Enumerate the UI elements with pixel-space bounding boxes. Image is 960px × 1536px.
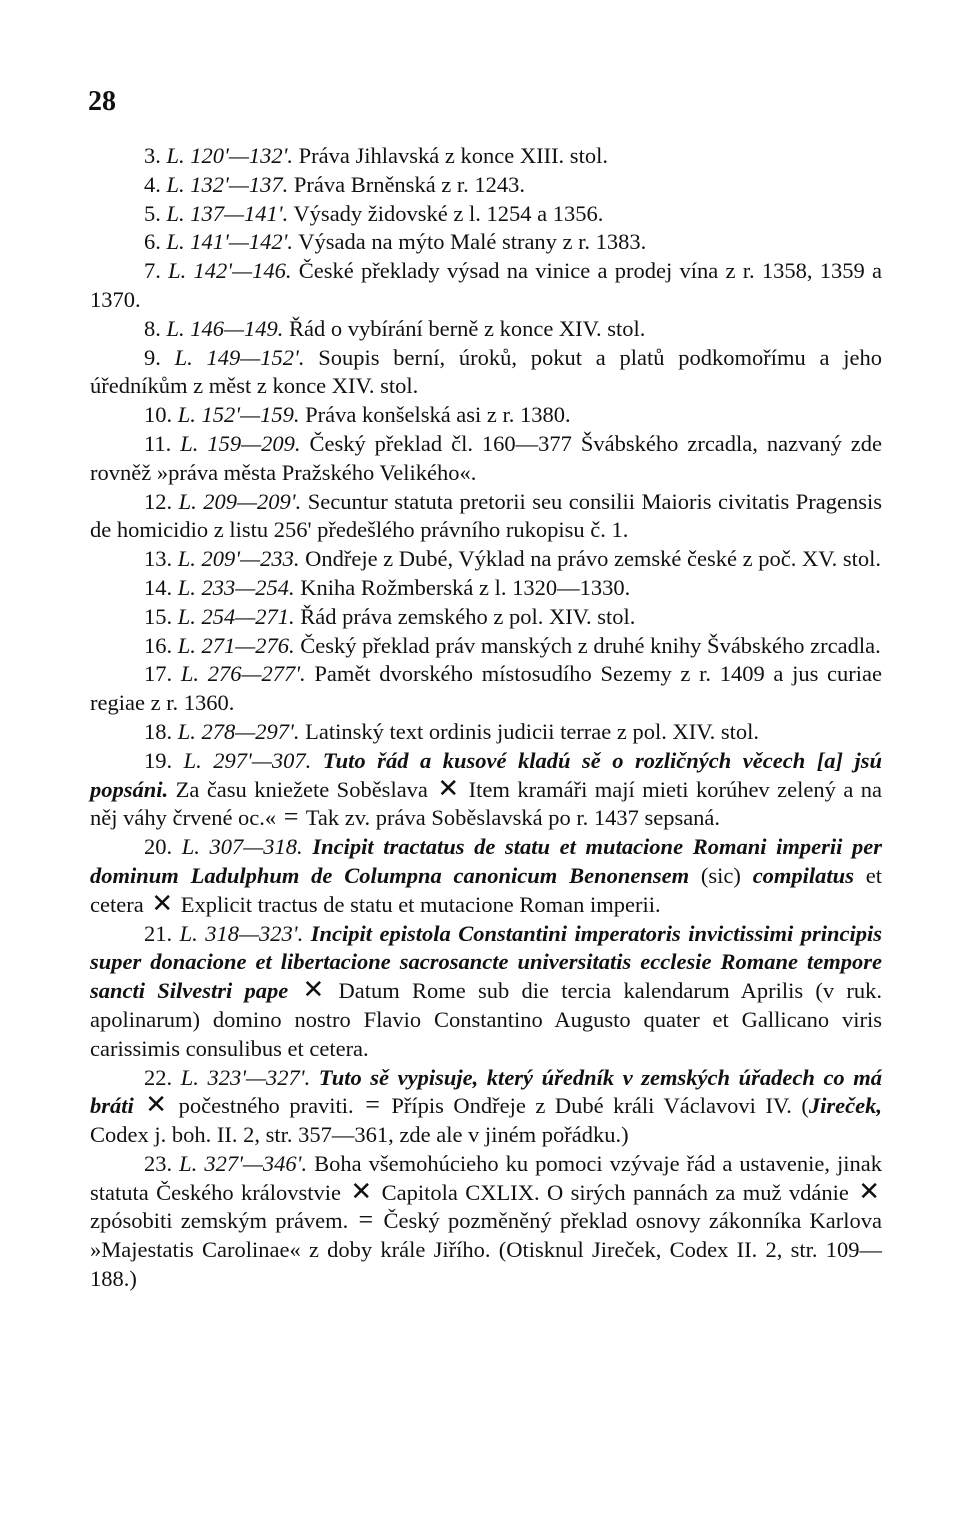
entry-5 (90, 200, 882, 229)
entry-21 (90, 920, 882, 1064)
folio-reference: L. 323'—327'. (180, 1064, 311, 1090)
folio-reference: L. 141'—142'. (166, 229, 294, 255)
entry-text: Capitola CXLIX. O sirých pannách za muž vdánie (381, 1179, 849, 1205)
entry-number: 22. (144, 1064, 173, 1090)
entry-text: Explicit tractus de statu et mutacione Roman imperii. (180, 891, 661, 917)
entry-text: Řád o vybírání berně z konce XIV. stol. (289, 315, 646, 341)
folio-reference: L. 297'—307. (183, 747, 312, 773)
entry-text: et cetera (90, 862, 882, 917)
folio-reference: L. 120'—132'. (166, 143, 294, 168)
entry-number: 13. (144, 546, 173, 572)
cross-separator-icon: ✕ (151, 888, 174, 918)
entry-23 (90, 1150, 882, 1294)
entry-number: 9. (144, 344, 161, 370)
entry-number: 3. (144, 143, 161, 168)
entry-4 (90, 171, 882, 200)
incipit-text: Tuto sě vypisuje, který úředník v zemských úřadech co má bráti (90, 1064, 883, 1119)
folio-reference: L. 271—276. (177, 632, 295, 658)
entry-number: 21. (144, 920, 173, 946)
folio-reference: L. 149—152'. (174, 344, 305, 370)
entry-20 (90, 833, 882, 919)
folio-reference: L. 146—149. (166, 315, 284, 341)
folio-reference: L. 318—323'. (179, 920, 304, 946)
entry-19 (90, 747, 882, 833)
entry-number: 4. (144, 171, 161, 197)
folio-reference: L. 159—209. (180, 430, 301, 456)
entry-list (90, 142, 882, 1294)
entry-12 (90, 488, 882, 546)
folio-reference: L. 152'—159. (177, 402, 300, 428)
folio-reference: L. 276—277'. (180, 661, 306, 687)
entry-16 (90, 632, 882, 661)
entry-text: Pamět dvorského místosudího Sezemy z r. 1409 a jus curiae regiae z r. 1360. (90, 661, 883, 716)
entry-11 (90, 430, 882, 488)
entry-15 (90, 603, 882, 632)
entry-number: 8. (144, 315, 161, 341)
cross-separator-icon: ✕ (350, 1176, 373, 1206)
folio-reference: L. 327'—346'. (179, 1150, 308, 1176)
equals-separator-icon: = (365, 1090, 380, 1120)
author-name: Jireček, (808, 1093, 883, 1119)
folio-reference: L. 132'—137. (166, 171, 289, 197)
folio-reference: L. 233—254. (177, 574, 295, 600)
entry-text: České překlady výsad na vinice a prodej vína z r. 1358, 1359 a 1370. (90, 258, 883, 312)
entry-text: Český překlad práv manských z druhé knihy Švábského zrcadla. (300, 632, 881, 658)
entry-17 (90, 660, 882, 718)
incipit-text: Incipit tractatus de statu et mutacione Romani imperii per dominum Ladulphum de Columpna canonicum Benonensem (90, 834, 882, 888)
entry-number: 7. (144, 258, 161, 284)
entry-text: Práva Jihlavská z konce XIII. stol. (298, 143, 608, 168)
entry-text: Ondřeje z Dubé, Výklad na právo zemské české z poč. XV. stol. (305, 546, 881, 572)
entry-22 (90, 1064, 882, 1150)
entry-text: počestného praviti. (178, 1093, 354, 1119)
folio-reference: L. 209'—233. (177, 546, 300, 572)
entry-number: 14. (144, 574, 173, 600)
entry-text: Codex j. boh. II. 2, str. 357—361, zde ale v jiném pořádku.) (90, 1122, 629, 1148)
folio-reference: L. 209—209'. (178, 488, 302, 514)
entry-13 (90, 545, 882, 574)
entry-text: (sic) (700, 862, 741, 888)
entry-number: 5. (144, 200, 161, 226)
entry-text: Přípis Ondřeje z Dubé králi Václavovi IV. ( (391, 1093, 809, 1119)
incipit-text: Incipit epistola Constantini imperatoris invictissimi principis super donacione et libertacione sacrosancte universitatis ecclesie Romane tempore sancti Silvestri pape (90, 920, 883, 1004)
incipit-text: Tuto řád a kusové kladú sě o rozličných věcech [a] jsú popsáni. (90, 747, 882, 802)
entry-number: 23. (144, 1150, 173, 1176)
equals-separator-icon: = (358, 1205, 374, 1235)
entry-number: 16. (144, 632, 173, 658)
entry-10 (90, 401, 882, 430)
entry-9 (90, 344, 882, 402)
folio-reference: L. 307—318. (181, 834, 303, 860)
entry-number: 11. (144, 430, 172, 456)
entry-6 (90, 228, 882, 257)
cross-separator-icon: ✕ (302, 975, 325, 1005)
entry-text: Práva konšelská asi z r. 1380. (305, 402, 571, 428)
entry-text: Latinský text ordinis judicii terrae z pol. XIV. stol. (305, 718, 759, 744)
entry-number: 20. (144, 834, 173, 860)
entry-number: 10. (144, 402, 173, 428)
entry-number: 17. (144, 661, 173, 687)
entry-18 (90, 718, 882, 747)
entry-text: Výsady židovské z l. 1254 a 1356. (293, 200, 604, 226)
entry-3 (90, 142, 882, 171)
folio-reference: L. 254—271. (177, 603, 295, 629)
cross-separator-icon: ✕ (437, 773, 460, 803)
folio-reference: L. 142'—146. (168, 258, 292, 284)
entry-8 (90, 315, 882, 344)
entry-text: Boha všemohúcieho ku pomoci vzývaje řád a ustavenie, jinak statuta Českého královstvie (90, 1150, 883, 1205)
cross-separator-icon: ✕ (145, 1090, 168, 1120)
entry-text: Datum Rome sub die tercia kalendarum Aprilis (v ruk. apolinarum) domino nostro Flavio Constantino Augusto quater et Gallicano viris carissimis consulibus et cetera. (90, 978, 883, 1061)
entry-text: Český pozměněný překlad osnovy zákonníka Karlova »Majestatis Carolinae« z doby krále Jiřího. (Otisknul Jireček, Codex II. 2, str. 109—188.) (90, 1208, 883, 1292)
page-number: 28 (88, 86, 116, 117)
incipit-text: compilatus (752, 862, 854, 888)
entry-text: Za času kniežete Soběslava (175, 776, 428, 802)
entry-text: Kniha Rožmberská z l. 1320—1330. (300, 574, 631, 600)
entry-text: Český překlad čl. 160—377 Švábského zrcadla, nazvaný zde rovněž »práva města Pražského Velikého«. (90, 430, 883, 485)
entry-number: 6. (144, 229, 161, 255)
entry-number: 12. (144, 488, 173, 514)
entry-7 (90, 257, 882, 315)
entry-text: Item kramáři mají mieti korúhev zelený a na něj váhy črvené oc.« (90, 776, 883, 831)
cross-separator-icon: ✕ (858, 1176, 881, 1206)
entry-text: Řád práva zemského z pol. XIV. stol. (300, 603, 636, 629)
entry-text: Výsada na mýto Malé strany z r. 1383. (298, 229, 647, 255)
entry-number: 19. (144, 747, 173, 773)
entry-text: Secuntur statuta pretorii seu consilii Maioris civitatis Pragensis de homicidio z listu 256' předešlého právního rukopisu č. 1. (90, 488, 883, 543)
entry-text: Soupis berní, úroků, pokut a platů podkomořímu a jeho úředníkům z měst z konce XIV. stol. (90, 344, 882, 399)
entry-text: zpósobiti zemským právem. (90, 1208, 349, 1234)
folio-reference: L. 278—297'. (177, 718, 300, 744)
entry-text: Práva Brněnská z r. 1243. (293, 171, 526, 197)
entry-14 (90, 574, 882, 603)
entry-number: 15. (144, 603, 173, 629)
folio-reference: L. 137—141'. (166, 200, 289, 226)
equals-separator-icon: = (283, 802, 299, 832)
entry-number: 18. (144, 718, 173, 744)
entry-text: Tak zv. práva Soběslavská po r. 1437 sepsaná. (305, 805, 721, 831)
